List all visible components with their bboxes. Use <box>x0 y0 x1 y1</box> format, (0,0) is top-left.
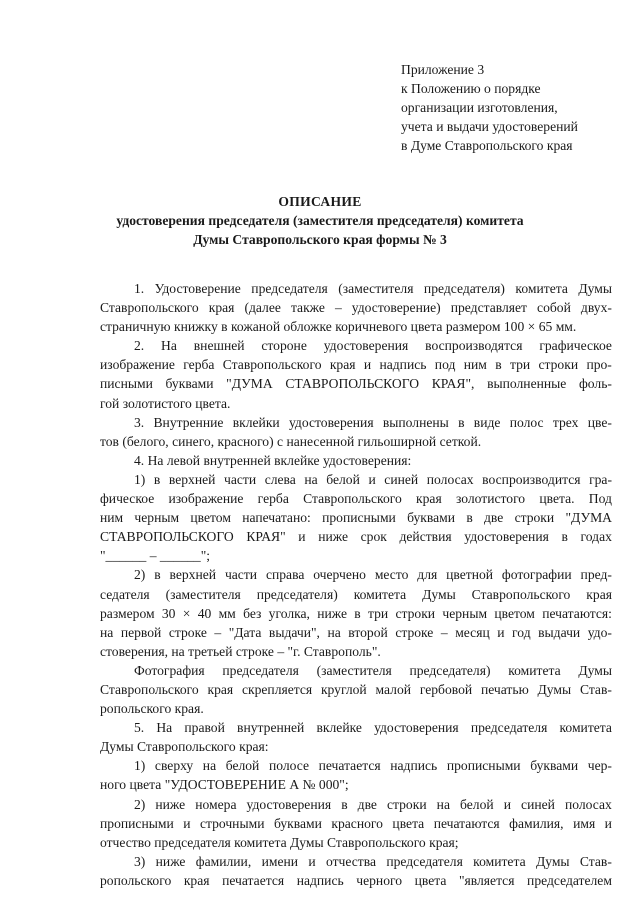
body-line <box>100 565 612 584</box>
body-word: герба <box>183 357 215 373</box>
body-word: председателя <box>222 662 299 678</box>
body-word: (заместителя <box>316 662 392 678</box>
body-word: черного <box>356 872 403 888</box>
body-word: малой <box>375 681 412 697</box>
body-word: КРАЯ" <box>246 529 286 545</box>
body-word: – <box>334 300 342 316</box>
body-word: вклейки <box>232 414 280 430</box>
body-word: печатаются <box>433 815 500 831</box>
body-line <box>100 604 612 623</box>
body-word: выдачи <box>538 624 581 640</box>
body-word: и <box>183 815 191 831</box>
body-word: председателя <box>386 853 463 869</box>
body-word: комитета <box>353 586 407 602</box>
body-word: верхней <box>168 471 216 487</box>
body-word: ним <box>463 357 487 373</box>
body-word: гербовой <box>419 681 473 697</box>
body-word: белой <box>460 796 494 812</box>
body-word: печатается <box>222 872 285 888</box>
body-word: комитета <box>515 281 568 296</box>
appendix-line: организации изготовления, <box>401 100 558 115</box>
body-line <box>100 661 612 680</box>
body-word: в <box>153 471 161 487</box>
body-word: Ставропольского <box>100 681 199 697</box>
body-word: две <box>357 796 377 812</box>
body-line <box>100 871 612 890</box>
body-word: части <box>224 567 258 583</box>
body-word: буквами <box>273 815 322 831</box>
body-word: имя <box>573 815 596 831</box>
body-word: × <box>182 605 191 621</box>
appendix-line: к Положению о порядке <box>401 81 541 96</box>
body-word: и <box>503 796 511 812</box>
body-word: действия <box>399 529 452 545</box>
body-word: Ставропольского <box>100 300 199 316</box>
body-word: строки <box>514 510 555 526</box>
body-word: части <box>224 471 257 487</box>
body-word: 3) <box>134 853 146 869</box>
body-word: герба <box>257 491 289 507</box>
body-word: СТАВРОПОЛЬСКОГО <box>285 376 420 392</box>
body-word: "ДУМА <box>565 510 612 526</box>
body-word: чер- <box>587 758 612 774</box>
body-word: в <box>154 567 161 583</box>
body-word: 3. <box>134 414 145 430</box>
body-word: удостоверения <box>464 529 549 545</box>
body-word: "является <box>458 872 515 888</box>
body-word: изображение <box>168 491 244 507</box>
body-word: имени <box>261 853 299 869</box>
body-word: выполнены <box>382 414 449 430</box>
body-word: и <box>368 471 376 487</box>
body-word: круглой <box>320 681 367 697</box>
body-word: "ДУМА <box>226 376 273 392</box>
body-word: на <box>304 471 318 487</box>
body-word: внутренней <box>237 720 305 736</box>
body-line: 4. На левой внутренней вклейке удостоверения: <box>134 452 412 468</box>
body-word: Думы <box>578 662 612 678</box>
body-line <box>100 355 612 374</box>
body-word: удостоверения <box>323 338 409 354</box>
body-word: председателя) <box>423 281 505 296</box>
body-word: 30 <box>161 605 176 621</box>
body-word: графическое <box>539 338 612 354</box>
body-word: 1) <box>134 471 146 487</box>
appendix-note <box>401 60 631 155</box>
body-word: и <box>497 624 505 640</box>
body-word: председателя) <box>409 662 491 678</box>
body-word: на <box>327 624 341 640</box>
body-word: черным <box>442 605 488 621</box>
body-word: первой <box>120 624 162 640</box>
body-word: собой <box>537 300 571 316</box>
body-word: Ставропольского <box>222 357 322 373</box>
body-word: строки <box>538 357 579 373</box>
body-word: правой <box>184 720 225 736</box>
body-word: внешней <box>193 338 245 354</box>
body-word: напечатано: <box>242 510 311 526</box>
body-word: Думы <box>422 586 456 602</box>
body-line <box>100 756 612 775</box>
body-line: ропольского края. <box>100 701 204 717</box>
body-word: писными <box>100 376 153 392</box>
body-word: в <box>561 529 568 545</box>
body-word: – <box>214 624 222 640</box>
body-word: в <box>458 414 465 430</box>
body-word: 1) <box>134 758 146 774</box>
body-word: Внутренние <box>153 414 224 430</box>
body-word: и <box>604 815 612 831</box>
body-word: цве- <box>587 414 612 430</box>
body-word: номера <box>195 796 237 812</box>
body-line <box>100 298 612 317</box>
body-word: Ставропольского <box>303 491 402 507</box>
body-word: в <box>495 357 502 373</box>
body-word: ниже <box>317 605 348 621</box>
body-word: надпись <box>390 758 438 774</box>
body-word: полосах <box>426 471 474 487</box>
body-word: синей <box>384 471 419 487</box>
body-word: две <box>484 510 504 526</box>
body-word: Думы <box>535 853 570 869</box>
body-line <box>100 374 612 393</box>
body-line <box>100 623 612 642</box>
body-word: фоль- <box>579 376 612 392</box>
body-word: и <box>308 853 316 869</box>
title-main: ОПИСАНИЕ <box>278 194 362 209</box>
body-line <box>100 718 612 737</box>
body-word: удостоверения <box>374 720 459 736</box>
body-word: строке <box>168 624 207 640</box>
body-word: изображение <box>100 357 175 373</box>
document-title <box>95 192 545 249</box>
body-word: буквами <box>530 758 579 774</box>
body-word: справа <box>265 567 305 583</box>
body-word: 40 <box>197 605 212 621</box>
body-word: годах <box>580 529 612 545</box>
body-word: Став- <box>579 853 612 869</box>
body-word: цветом <box>190 510 231 526</box>
body-word: Думы <box>537 681 572 697</box>
body-word: буквами <box>407 510 456 526</box>
body-word: трех <box>552 414 579 430</box>
body-word: удостоверение) <box>351 300 441 316</box>
appendix-line: в Думе Ставропольского края <box>401 138 573 153</box>
body-word: ниже <box>155 796 186 812</box>
body-word: на <box>436 796 450 812</box>
title-subtitle-line: Думы Ставропольского края формы № 3 <box>193 232 447 247</box>
body-word: скрепляется <box>241 681 313 697</box>
body-word: ниже <box>318 529 348 545</box>
body-word: председателя <box>251 281 328 296</box>
body-word: место <box>374 567 409 583</box>
body-word: края <box>208 300 235 316</box>
body-word: На <box>156 720 173 736</box>
body-word: ропольского <box>100 872 172 888</box>
body-word: красного <box>331 815 383 831</box>
body-word: размером <box>100 605 155 621</box>
body-word: председателя) <box>256 586 338 602</box>
body-word: в <box>354 605 361 621</box>
body-word: 2. <box>134 338 145 354</box>
body-line <box>100 279 612 298</box>
body-word: удостоверения <box>288 414 374 430</box>
body-word: ним <box>100 510 124 526</box>
body-line: ного цвета "УДОСТОВЕРЕНИЕ А № 000"; <box>100 777 349 793</box>
body-word: полосах <box>565 796 612 812</box>
body-word: также <box>290 300 325 316</box>
body-line: гой золотистого цвета. <box>100 395 231 411</box>
body-word: отчества <box>325 853 376 869</box>
body-line <box>100 413 612 432</box>
appendix-line: Приложение 3 <box>401 62 485 77</box>
body-word: удо- <box>587 624 612 640</box>
body-word: – <box>440 624 448 640</box>
body-word: и <box>298 529 306 545</box>
body-word: 5. <box>134 720 145 736</box>
body-word: печатается <box>318 758 381 774</box>
appendix-line: учета и выдачи удостоверений <box>401 119 578 134</box>
body-word: виде <box>473 414 501 430</box>
body-word: (заместителя <box>165 586 241 602</box>
body-word: Под <box>588 491 612 507</box>
body-word: строчными <box>199 815 265 831</box>
body-word: верхней <box>169 567 217 583</box>
body-word: гра- <box>589 471 612 487</box>
body-line <box>100 336 612 355</box>
body-word: и <box>363 357 372 373</box>
body-word: буквами <box>165 376 214 392</box>
body-word: удостоверения <box>246 796 332 812</box>
body-word: про- <box>586 357 612 373</box>
body-word: фическое <box>100 491 155 507</box>
body-word: Ставропольского <box>471 586 571 602</box>
body-word: Думы <box>578 281 612 296</box>
body-word: фотографии <box>501 567 572 583</box>
body-word: прописными <box>446 758 521 774</box>
body-word: края <box>416 491 442 507</box>
body-word: полосе <box>268 758 309 774</box>
title-subtitle-line: удостоверения председателя (заместителя председателя) комитета <box>116 213 524 228</box>
body-word: двух- <box>580 300 612 316</box>
body-word: в <box>466 510 473 526</box>
body-line <box>100 680 612 699</box>
body-word: строке <box>395 624 434 640</box>
body-word: для <box>417 567 438 583</box>
body-word: три <box>368 605 389 621</box>
body-word: стороне <box>261 338 307 354</box>
body-word: белой <box>225 758 260 774</box>
body-word: комитета <box>508 662 561 678</box>
body-word: строки <box>387 796 427 812</box>
body-line: тов (белого, синего, красного) с нанесенной гильоширной сеткой. <box>100 433 482 449</box>
body-line: страничную книжку в кожаной обложке коричневого цвета размером 100 × 65 мм. <box>100 319 577 335</box>
body-word: печатаются: <box>542 605 612 621</box>
body-word: фамилия, <box>509 815 564 831</box>
body-word: Став- <box>579 681 612 697</box>
body-word: без <box>243 605 262 621</box>
body-word: печатью <box>480 681 529 697</box>
body-line <box>100 508 612 527</box>
body-word: КРАЯ", <box>431 376 475 392</box>
document-body <box>100 279 612 890</box>
body-word: председателем <box>527 872 612 888</box>
body-word: строки <box>395 605 436 621</box>
body-word: края <box>329 357 356 373</box>
body-word: цвета <box>414 872 447 888</box>
body-word: месяц <box>455 624 490 640</box>
body-word: выдачи", <box>268 624 320 640</box>
body-line <box>100 814 612 833</box>
body-word: (заместителя <box>338 281 414 296</box>
body-word: под <box>434 357 456 373</box>
body-word: воспроизводится <box>482 471 581 487</box>
body-word: 2) <box>134 796 146 812</box>
body-line <box>100 795 612 814</box>
body-word: год <box>512 624 531 640</box>
body-word: черным <box>134 510 180 526</box>
body-word: полос <box>509 414 544 430</box>
body-word: СТАВРОПОЛЬСКОГО <box>100 529 234 545</box>
body-word: воспроизводятся <box>425 338 523 354</box>
body-word: надпись <box>296 872 344 888</box>
body-word: комитета <box>559 720 612 736</box>
body-word: цветом <box>494 605 535 621</box>
body-word: прописными <box>322 510 396 526</box>
body-word: ниже <box>155 853 186 869</box>
body-word: синей <box>521 796 555 812</box>
body-word: 2) <box>134 567 146 583</box>
body-word: на <box>100 624 114 640</box>
body-word: цвета <box>392 815 425 831</box>
body-word: слева <box>264 471 296 487</box>
body-line <box>100 470 612 489</box>
body-word: седателя <box>100 586 150 602</box>
body-word: фамилии, <box>195 853 252 869</box>
body-word: Фотография <box>134 662 205 678</box>
body-line <box>100 852 612 871</box>
body-word: надпись <box>379 357 427 373</box>
body-word: комитета <box>473 853 526 869</box>
body-line: Думы Ставропольского края: <box>100 739 269 755</box>
body-line <box>100 527 612 546</box>
body-word: мм <box>218 605 236 621</box>
body-word: края <box>183 872 210 888</box>
body-word: 1. <box>134 281 145 296</box>
body-word: прописными <box>100 815 174 831</box>
body-word: белой <box>326 471 360 487</box>
body-word: края <box>586 586 612 602</box>
body-line: стоверения, на третьей строке – "г. Ставрополь". <box>100 643 381 659</box>
body-word: края <box>207 681 234 697</box>
body-word: "Дата <box>228 624 262 640</box>
body-word: уголка, <box>268 605 310 621</box>
body-word: (далее <box>244 300 281 316</box>
body-word: три <box>509 357 531 373</box>
body-word: сверху <box>154 758 194 774</box>
body-word: цветной <box>446 567 494 583</box>
body-word: председателя <box>470 720 548 736</box>
body-word: На <box>161 338 177 354</box>
body-word: срок <box>360 529 387 545</box>
body-line: отчество председателя комитета Думы Ставропольского края; <box>100 834 459 850</box>
body-word: представляет <box>450 300 528 316</box>
body-line <box>100 489 612 508</box>
body-word: Удостоверение <box>154 281 241 296</box>
body-word: второй <box>348 624 388 640</box>
body-word: вклейке <box>316 720 362 736</box>
body-word: очерчено <box>313 567 366 583</box>
body-word: выполненные <box>487 376 567 392</box>
body-word: в <box>341 796 348 812</box>
body-line <box>100 585 612 604</box>
body-line: "______ – ______"; <box>100 548 211 564</box>
body-word: золотистого <box>455 491 526 507</box>
body-word: цвета. <box>539 491 575 507</box>
body-word: пред- <box>580 567 612 583</box>
body-word: на <box>202 758 217 774</box>
